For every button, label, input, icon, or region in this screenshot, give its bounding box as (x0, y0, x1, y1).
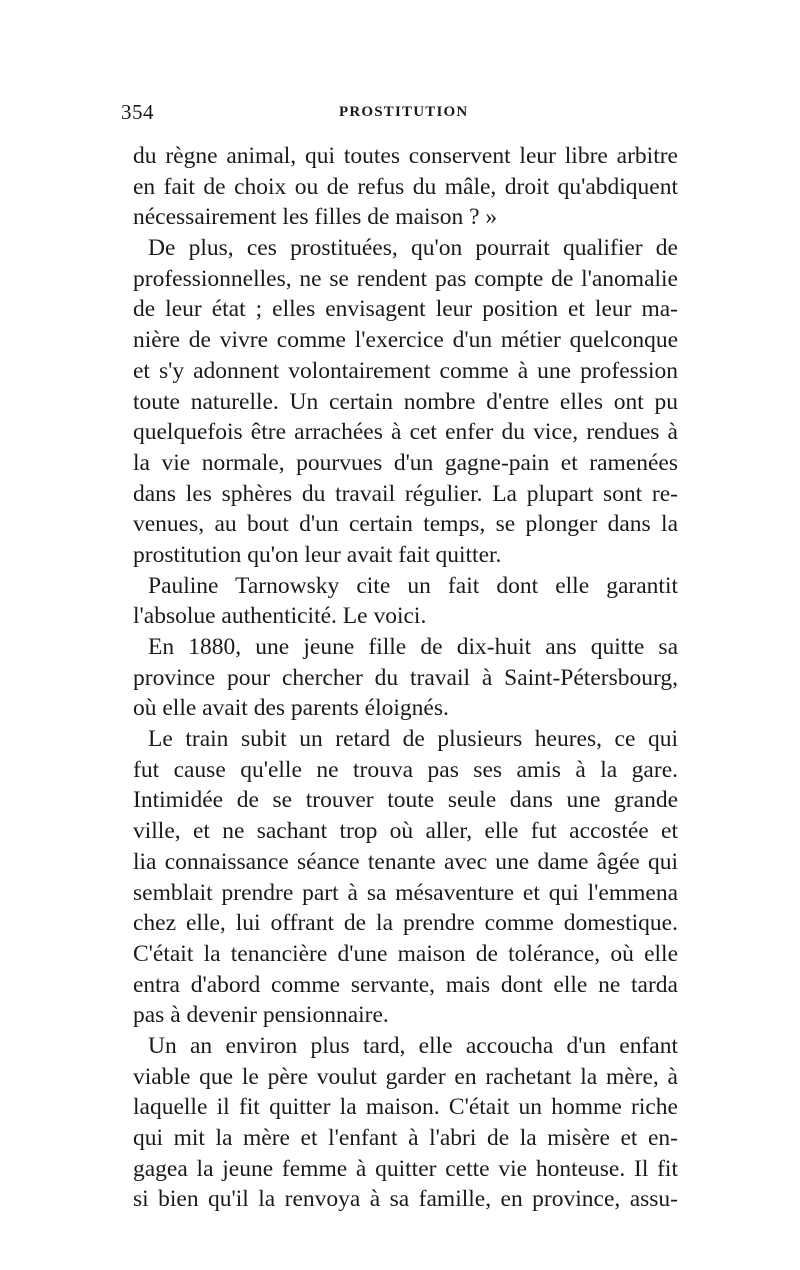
text-line: pas à devenir pensionnaire. (133, 1002, 389, 1029)
text-line: professionnelles, ne se rendent pas compte de l'anomalie (133, 265, 678, 292)
text-line: toute naturelle. Un certain nombre d'entre elles ont pu (133, 388, 678, 415)
running-head (121, 100, 676, 126)
text-line: En 1880, une jeune fille de dix-huit ans quitte sa (148, 634, 678, 660)
text-line: en fait de choix ou de refus du mâle, droit qu'abdiquent (133, 173, 678, 200)
text-line: prostitution qu'on leur avait fait quitter. (133, 541, 502, 568)
text-line: viable que le père voulut garder en rachetant la mère, à (133, 1063, 678, 1090)
text-line: de leur état ; elles envisagent leur position et leur ma- (133, 296, 678, 323)
text-line: De plus, ces prostituées, qu'on pourrait qualifier de (148, 235, 678, 262)
text-line: lia connaissance séance tenante avec une dame âgée qui (133, 848, 678, 875)
text-line: dans les sphères du travail régulier. La plupart sont re- (133, 480, 678, 507)
text-line: où elle avait des parents éloignés. (133, 695, 449, 722)
text-line: Un an environ plus tard, elle accoucha d'un enfant (148, 1032, 678, 1059)
text-line: chez elle, lui offrant de la prendre comme domestique. (133, 910, 678, 937)
text-line: laquelle il fit quitter la maison. C'était un homme riche (133, 1094, 678, 1121)
text-line: venues, au bout d'un certain temps, se plonger dans la (133, 511, 678, 538)
text-line: entra d'abord comme servante, mais dont elle ne tarda (133, 971, 678, 998)
text-line: province pour chercher du travail à Saint-Pétersbourg, (133, 664, 678, 691)
body-text (133, 141, 678, 1215)
text-line: l'absolue authenticité. Le voici. (133, 603, 427, 630)
page-number: 354 (121, 100, 154, 124)
running-title: PROSTITUTION (339, 104, 469, 120)
text-line: C'était la tenancière d'une maison de tolérance, où elle (133, 940, 678, 967)
text-line: quelquefois être arrachées à cet enfer du vice, rendues à (133, 419, 678, 446)
text-line: nière de vivre comme l'exercice d'un métier quelconque (133, 327, 678, 354)
text-line: Intimidée de se trouver toute seule dans une grande (133, 787, 678, 814)
text-line: semblait prendre part à sa mésaventure et qui l'emmena (133, 879, 678, 906)
text-line: qui mit la mère et l'enfant à l'abri de la misère et en- (133, 1125, 678, 1151)
text-line: du règne animal, qui toutes conservent leur libre arbitre (133, 143, 678, 169)
text-line: si bien qu'il la renvoya à sa famille, en province, assu- (133, 1186, 678, 1213)
text-line: Le train subit un retard de plusieurs heures, ce qui (148, 726, 678, 753)
text-line: ville, et ne sachant trop où aller, elle fut accostée et (133, 818, 678, 845)
text-line: Pauline Tarnowsky cite un fait dont elle garantit (148, 572, 678, 599)
text-line: la vie normale, pourvues d'un gagne-pain et ramenées (133, 449, 678, 476)
text-line: gagea la jeune femme à quitter cette vie honteuse. Il fit (133, 1155, 678, 1182)
text-line: nécessairement les filles de maison ? » (133, 204, 498, 231)
text-line: fut cause qu'elle ne trouva pas ses amis à la gare. (133, 756, 678, 783)
text-line: et s'y adonnent volontairement comme à une profession (133, 357, 678, 384)
